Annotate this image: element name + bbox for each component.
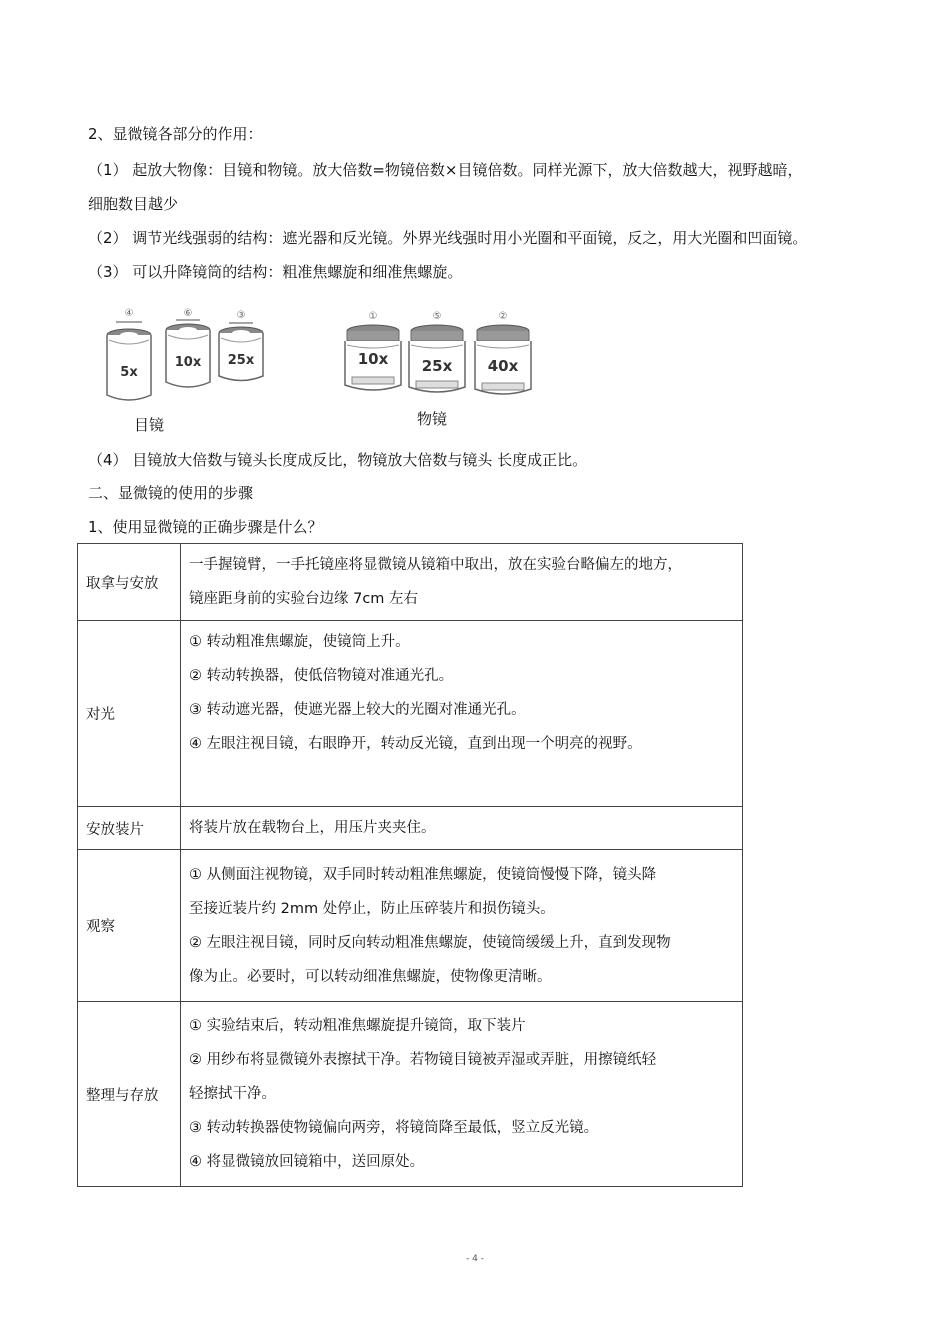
- eyepiece-lens-1-num: ④: [124, 308, 134, 319]
- item1-line1: （1） 起放大物像：目镜和物镜。放大倍数=物镜倍数×目镜倍数。同样光源下，放大倍数越大，视野越暗，: [88, 161, 803, 179]
- item1-line2: 细胞数目越少: [88, 195, 179, 213]
- step-name: 整理与存放: [78, 1002, 181, 1187]
- step-name: 安放装片: [78, 807, 181, 850]
- objective-lens-1: [345, 311, 401, 390]
- eyepiece-lens-3: [219, 310, 263, 381]
- step-line: ① 从侧面注视物镜，双手同时转动粗准焦螺旋，使镜筒慢慢下降，镜头降: [189, 866, 657, 883]
- page-number: - 4 -: [466, 1254, 484, 1264]
- step-line: ② 用纱布将显微镜外表擦拭干净。若物镜目镜被弄湿或弄脏，用擦镜纸轻: [189, 1052, 657, 1068]
- objective-figure: [340, 305, 540, 405]
- step-description: [181, 1002, 743, 1187]
- section2-title: 2、显微镜各部分的作用：: [88, 125, 263, 143]
- step-line: 镜座距身前的实验台边缘 7cm 左右: [189, 591, 419, 607]
- step-name: 观察: [78, 850, 181, 1002]
- steps-table: [77, 543, 743, 1187]
- step-line: 至接近装片约 2mm 处停止，防止压碎装片和损伤镜头。: [189, 900, 555, 917]
- eyepiece-lens-1: [107, 308, 151, 400]
- step-line: ② 左眼注视目镜，同时反向转动粗准焦螺旋，使镜筒缓缓上升，直到发现物: [189, 934, 671, 951]
- eyepiece-lens-2: [166, 308, 210, 387]
- step-description: [181, 544, 743, 621]
- objective-lens-2: [409, 311, 465, 392]
- eyepiece-lens-3-num: ③: [236, 310, 246, 321]
- question1: 1、使用显微镜的正确步骤是什么？: [88, 518, 323, 536]
- step-name: 对光: [78, 621, 181, 807]
- objective-lens-2-label: 25x: [421, 357, 453, 375]
- step-line: ③ 转动遮光器，使遮光器上较大的光圈对准通光孔。: [189, 702, 526, 718]
- step-line: 轻擦拭干净。: [189, 1086, 276, 1102]
- step-description: [181, 621, 743, 807]
- objective-lens-1-num: ①: [368, 311, 378, 322]
- step-line: ① 转动粗准焦螺旋，使镜筒上升。: [189, 634, 410, 650]
- step-line: ④ 将显微镜放回镜箱中，送回原处。: [189, 1154, 425, 1170]
- eyepiece-figure: [96, 300, 276, 410]
- item2: （2） 调节光线强弱的结构：遮光器和反光镜。外界光线强时用小光圈和平面镜，反之，用大光圈和凹面镜。: [88, 229, 808, 247]
- objective-lens-3-label: 40x: [487, 357, 519, 375]
- table-row: [78, 544, 743, 621]
- step-line: 将装片放在载物台上，用压片夹夹住。: [189, 820, 436, 836]
- step-name: 取拿与安放: [78, 544, 181, 621]
- step-line: ② 转动转换器，使低倍物镜对准通光孔。: [189, 668, 454, 684]
- item3: （3） 可以升降镜筒的结构：粗准焦螺旋和细准焦螺旋。: [88, 263, 463, 281]
- step-line: 一手握镜臂，一手托镜座将显微镜从镜箱中取出，放在实验台略偏左的地方，: [189, 557, 682, 573]
- table-row: [78, 1002, 743, 1187]
- step-line: 像为止。必要时，可以转动细准焦螺旋，使物像更清晰。: [189, 968, 552, 985]
- table-row: [78, 621, 743, 807]
- eyepiece-lens-3-label: 25x: [227, 353, 255, 368]
- step-line: ③ 转动转换器使物镜偏向两旁，将镜筒降至最低，竖立反光镜。: [189, 1120, 599, 1136]
- eyepiece-lens-2-num: ⑥: [183, 308, 193, 319]
- eyepiece-lens-2-label: 10x: [174, 355, 202, 370]
- item4: （4） 目镜放大倍数与镜头长度成反比，物镜放大倍数与镜头 长度成正比。: [88, 451, 588, 469]
- step-line: ④ 左眼注视目镜，右眼睁开，转动反光镜，直到出现一个明亮的视野。: [189, 736, 642, 752]
- objective-lens-3: [475, 311, 531, 394]
- step-description: [181, 807, 743, 850]
- objective-caption: 物镜: [417, 410, 448, 428]
- eyepiece-caption: 目镜: [134, 416, 165, 434]
- step-line: ① 实验结束后，转动粗准焦螺旋提升镜筒，取下装片: [189, 1018, 526, 1034]
- objective-lens-3-num: ②: [498, 311, 508, 322]
- table-row: [78, 850, 743, 1002]
- eyepiece-lens-1-label: 5x: [120, 365, 138, 380]
- table-row: [78, 807, 743, 850]
- objective-lens-2-num: ⑤: [432, 311, 442, 322]
- objective-lens-1-label: 10x: [357, 350, 389, 368]
- part2-title: 二、显微镜的使用的步骤: [88, 484, 254, 502]
- step-description: [181, 850, 743, 1002]
